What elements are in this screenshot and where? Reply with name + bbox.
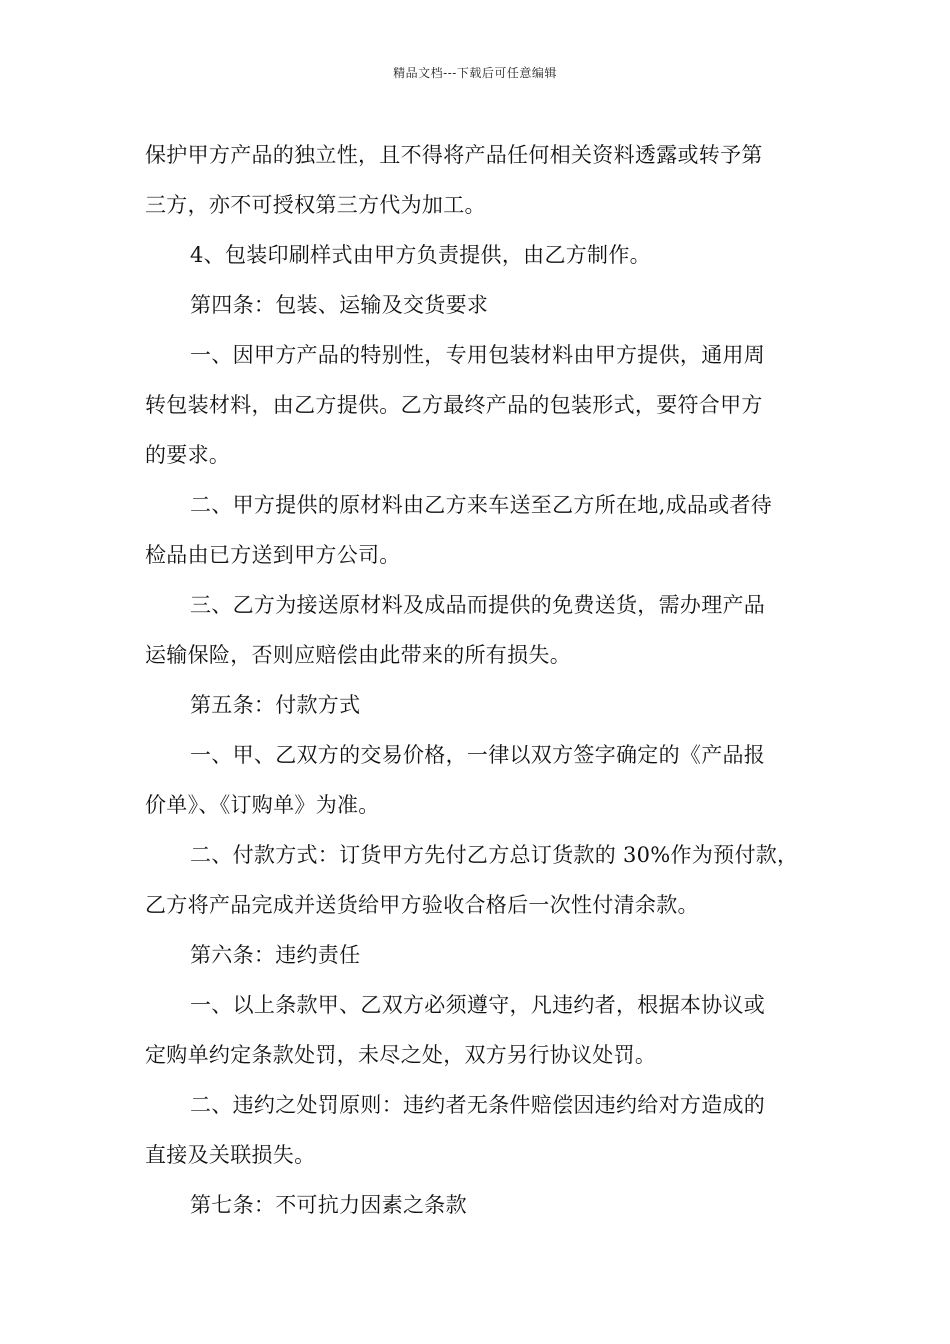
text-line: 转包装材料，由乙方提供。乙方最终产品的包装形式，要符合甲方 xyxy=(145,393,763,417)
text-line: 的要求。 xyxy=(145,443,231,467)
text-line: 乙方将产品完成并送货给甲方验收合格后一次性付清余款。 xyxy=(145,893,699,917)
page-header: 精品文档---下载后可任意编辑 xyxy=(393,66,557,80)
text-line: 运输保险，否则应赔偿由此带来的所有损失。 xyxy=(145,643,571,667)
text-line: 第七条：不可抗力因素之条款 xyxy=(190,1193,467,1217)
text-line: 一、因甲方产品的特别性，专用包装材料由甲方提供，通用周 xyxy=(190,343,766,367)
document-body xyxy=(145,130,807,1230)
text-line: 二、违约之处罚原则：违约者无条件赔偿因违约给对方造成的 xyxy=(190,1093,766,1117)
text-line: 三、乙方为接送原材料及成品而提供的免费送货，需办理产品 xyxy=(190,593,766,617)
text-line: 保护甲方产品的独立性，且不得将产品任何相关资料透露或转予第 xyxy=(145,143,763,167)
text-line: 直接及关联损失。 xyxy=(145,1143,316,1167)
text-line: 二、付款方式：订货甲方先付乙方总订货款的 30%作为预付款， xyxy=(190,843,799,867)
text-line: 一、甲、乙双方的交易价格，一律以双方签字确定的《产品报 xyxy=(190,743,766,767)
text-line: 检品由已方送到甲方公司。 xyxy=(145,543,401,567)
text-line: 4、包装印刷样式由甲方负责提供，由乙方制作。 xyxy=(190,243,651,267)
text-line: 定购单约定条款处罚，未尽之处，双方另行协议处罚。 xyxy=(145,1043,657,1067)
text-line: 一、以上条款甲、乙双方必须遵守，凡违约者，根据本协议或 xyxy=(190,993,766,1017)
text-line: 第五条：付款方式 xyxy=(190,693,361,717)
text-line: 第四条：包装、运输及交货要求 xyxy=(190,293,489,317)
text-line: 价单》、《订购单》为准。 xyxy=(145,793,380,817)
text-line: 第六条：违约责任 xyxy=(190,943,361,967)
text-line: 三方，亦不可授权第三方代为加工。 xyxy=(145,193,486,217)
text-line: 二、甲方提供的原材料由乙方来车送至乙方所在地,成品或者待 xyxy=(190,493,773,517)
